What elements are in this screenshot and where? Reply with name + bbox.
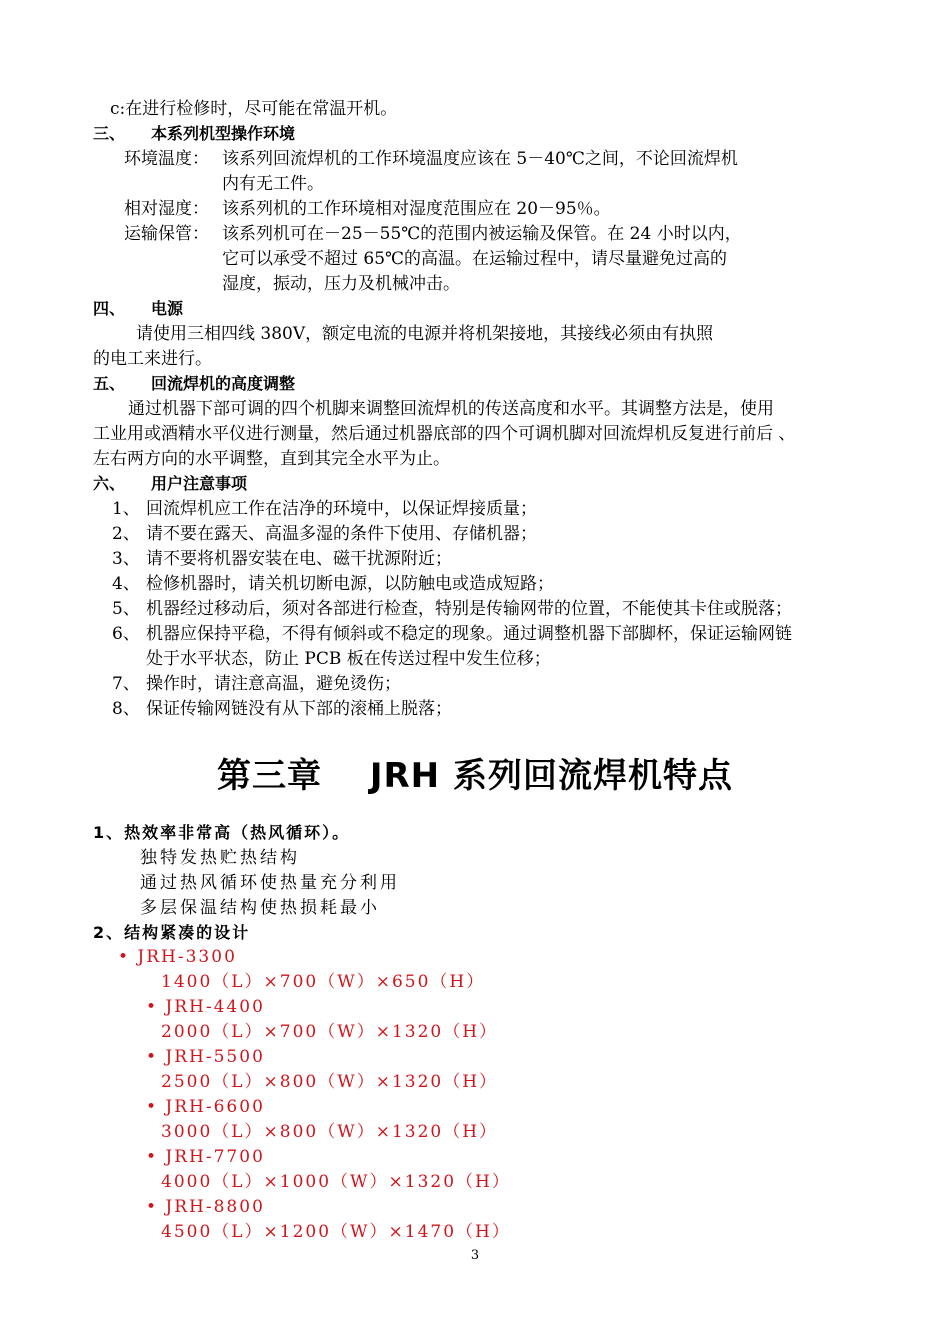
notice-item-text: 机器经过移动后，须对各部进行检查，特别是传输网带的位置，不能使其卡住或脱落； — [146, 599, 792, 619]
section-5-number: 五、 — [93, 374, 126, 393]
section-6-number: 六、 — [93, 474, 126, 493]
intro-line: c:在进行检修时，尽可能在常温开机。 — [110, 99, 398, 119]
model-dimensions: 1400（L）×700（W）×650（H） — [161, 972, 486, 992]
chapter-title: 第三章 JRH 系列回流焊机特点 — [217, 756, 733, 796]
notice-item — [112, 673, 401, 695]
section-4-heading — [93, 298, 183, 320]
notice-item-number: 3、 — [112, 549, 140, 569]
notice-item — [112, 598, 792, 620]
section-3-number: 三、 — [93, 124, 126, 143]
model-dimensions: 4000（L）×1000（W）×1320（H） — [161, 1172, 511, 1192]
model-name: • JRH-3300 — [118, 947, 237, 967]
notice-item-text: 保证传输网链没有从下部的滚桶上脱落； — [146, 699, 452, 719]
notice-item-text: 机器应保持平稳，不得有倾斜或不稳定的现象。通过调整机器下部脚杯，保证运输网链 — [146, 624, 792, 644]
notice-item-text: 检修机器时，请关机切断电源，以防触电或造成短路； — [146, 574, 554, 594]
model-name: • JRH-5500 — [146, 1047, 265, 1067]
power-text: 请使用三相四线 380V，额定电流的电源并将机架接地，其接线必须由有执照 — [136, 324, 714, 344]
notice-item — [112, 698, 452, 720]
section-5-title: 回流焊机的高度调整 — [151, 374, 296, 393]
model-name: • JRH-7700 — [146, 1147, 265, 1167]
height-adjust-text: 通过机器下部可调的四个机脚来调整回流焊机的传送高度和水平。其调整方法是，使用 — [128, 399, 774, 419]
env-humidity-row — [124, 198, 611, 220]
env-temperature-text: 该系列回流焊机的工作环境温度应该在 5－40℃之间，不论回流焊机 — [222, 149, 738, 169]
section-6-heading — [93, 473, 247, 495]
model-dimensions: 2500（L）×800（W）×1320（H） — [161, 1072, 499, 1092]
notice-item-text: 回流焊机应工作在洁净的环境中，以保证焊接质量； — [146, 499, 537, 519]
notice-item-text: 处于水平状态，防止 PCB 板在传送过程中发生位移； — [146, 649, 551, 669]
section-3-heading — [93, 123, 295, 145]
model-dimensions: 3000（L）×800（W）×1320（H） — [161, 1122, 499, 1142]
notice-item — [112, 573, 554, 595]
power-text: 的电工来进行。 — [93, 349, 212, 369]
notice-item-number: 4、 — [112, 574, 140, 594]
env-temperature-text: 内有无工件。 — [222, 174, 324, 194]
env-storage-text: 该系列机可在－25－55℃的范围内被运输及保管。在 24 小时以内， — [222, 224, 742, 244]
section-3-title: 本系列机型操作环境 — [151, 124, 296, 143]
feature-1-point: 独特发热贮热结构 — [140, 848, 300, 868]
feature-1-point: 多层保温结构使热损耗最小 — [140, 898, 380, 918]
notice-item-number: 2、 — [112, 524, 140, 544]
model-name: • JRH-4400 — [146, 997, 265, 1017]
section-4-number: 四、 — [93, 299, 126, 318]
notice-item-number: 6、 — [112, 624, 140, 644]
model-name: • JRH-8800 — [146, 1197, 265, 1217]
notice-item-number: 5、 — [112, 599, 140, 619]
env-storage-key: 运输保管： — [124, 224, 209, 244]
env-temperature-row — [124, 148, 738, 170]
env-storage-text: 它可以承受不超过 65℃的高温。在运输过程中，请尽量避免过高的 — [222, 249, 728, 269]
notice-item-number: 7、 — [112, 674, 140, 694]
page-number: 3 — [470, 1248, 480, 1263]
env-storage-text: 湿度，振动，压力及机械冲击。 — [222, 274, 460, 294]
feature-1-point: 通过热风循环使热量充分利用 — [140, 873, 400, 893]
section-6-title: 用户注意事项 — [151, 474, 248, 493]
feature-1-heading: 1、热效率非常高（热风循环）。 — [93, 823, 351, 842]
feature-2-heading: 2、结构紧凑的设计 — [93, 923, 251, 942]
notice-item — [112, 523, 537, 545]
notice-item-text: 请不要将机器安装在电、磁干扰源附近； — [146, 549, 452, 569]
notice-item — [112, 498, 537, 520]
model-dimensions: 2000（L）×700（W）×1320（H） — [161, 1022, 499, 1042]
notice-item-text: 操作时，请注意高温，避免烫伤； — [146, 674, 401, 694]
model-dimensions: 4500（L）×1200（W）×1470（H） — [161, 1222, 511, 1242]
section-4-title: 电源 — [151, 299, 184, 318]
notice-item-number: 8、 — [112, 699, 140, 719]
height-adjust-text: 左右两方向的水平调整，直到其完全水平为止。 — [93, 449, 450, 469]
notice-item — [112, 623, 792, 645]
env-humidity-key: 相对湿度： — [124, 199, 209, 219]
notice-item-text: 请不要在露天、高温多湿的条件下使用、存储机器； — [146, 524, 537, 544]
notice-item — [112, 548, 452, 570]
notice-item-number: 1、 — [112, 499, 140, 519]
height-adjust-text: 工业用或酒精水平仪进行测量，然后通过机器底部的四个可调机脚对回流焊机反复进行前后 、 — [93, 424, 796, 444]
section-5-heading — [93, 373, 295, 395]
env-temperature-key: 环境温度： — [124, 149, 209, 169]
env-storage-row — [124, 223, 742, 245]
model-name: • JRH-6600 — [146, 1097, 265, 1117]
env-humidity-text: 该系列机的工作环境相对湿度范围应在 20－95％。 — [222, 199, 611, 219]
